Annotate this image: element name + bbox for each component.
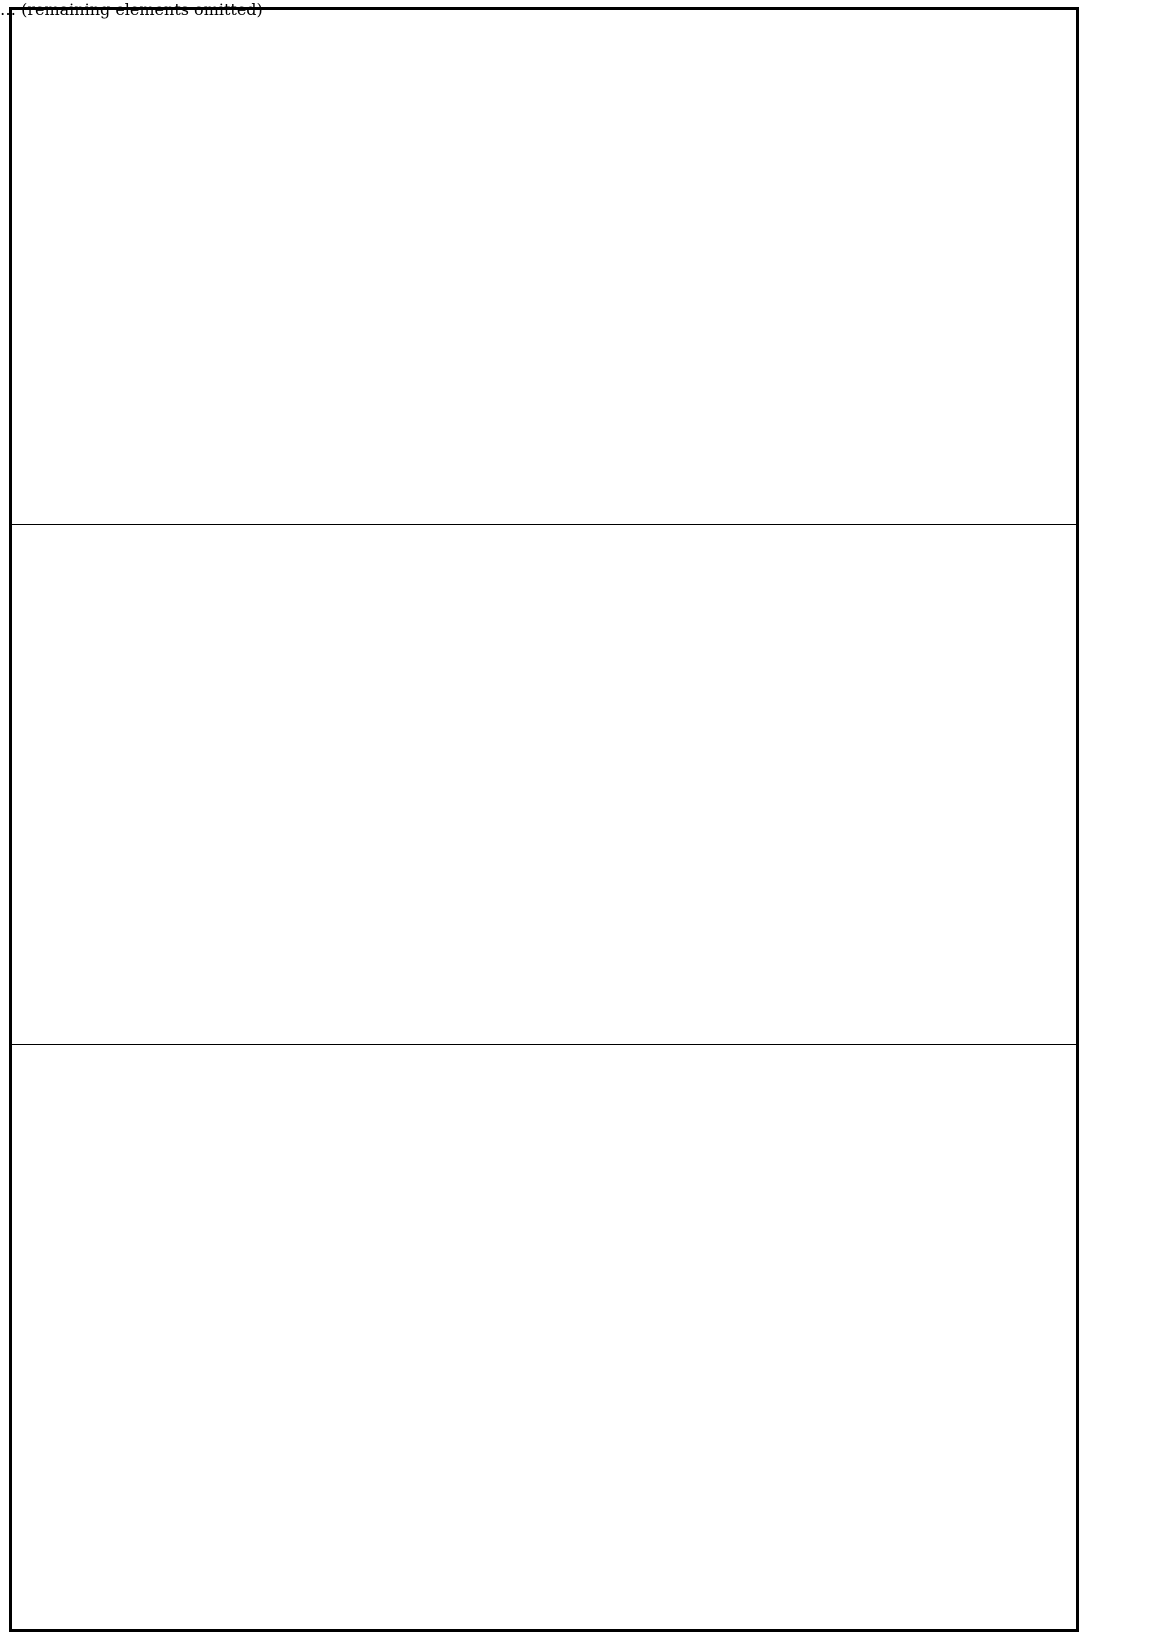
sound-table: [563, 284, 630, 340]
section-1-title: [252, 282, 284, 319]
section-2-title: [664, 548, 696, 585]
section-divider-2: [9, 1044, 1079, 1045]
sound-table: [60, 808, 88, 864]
sound-table: [62, 26, 129, 82]
sound-table: [60, 548, 88, 604]
page-border: [9, 7, 1079, 1632]
sound-table: [328, 284, 395, 340]
side-label-top: [1102, 130, 1142, 165]
sound-table: [68, 1066, 96, 1122]
sound-table: [563, 26, 630, 82]
sound-table: [238, 548, 314, 604]
section-divider-1: [9, 524, 1079, 525]
sound-table: [238, 808, 314, 864]
sound-table: [470, 548, 544, 604]
sound-table: [470, 808, 544, 864]
sound-table: [792, 26, 859, 82]
sound-table: [62, 284, 129, 340]
sound-table: [762, 808, 826, 864]
sound-table: [328, 26, 395, 82]
sound-table: [762, 548, 826, 604]
sound-table: [792, 284, 859, 340]
side-label-bottom: [1102, 1302, 1142, 1337]
